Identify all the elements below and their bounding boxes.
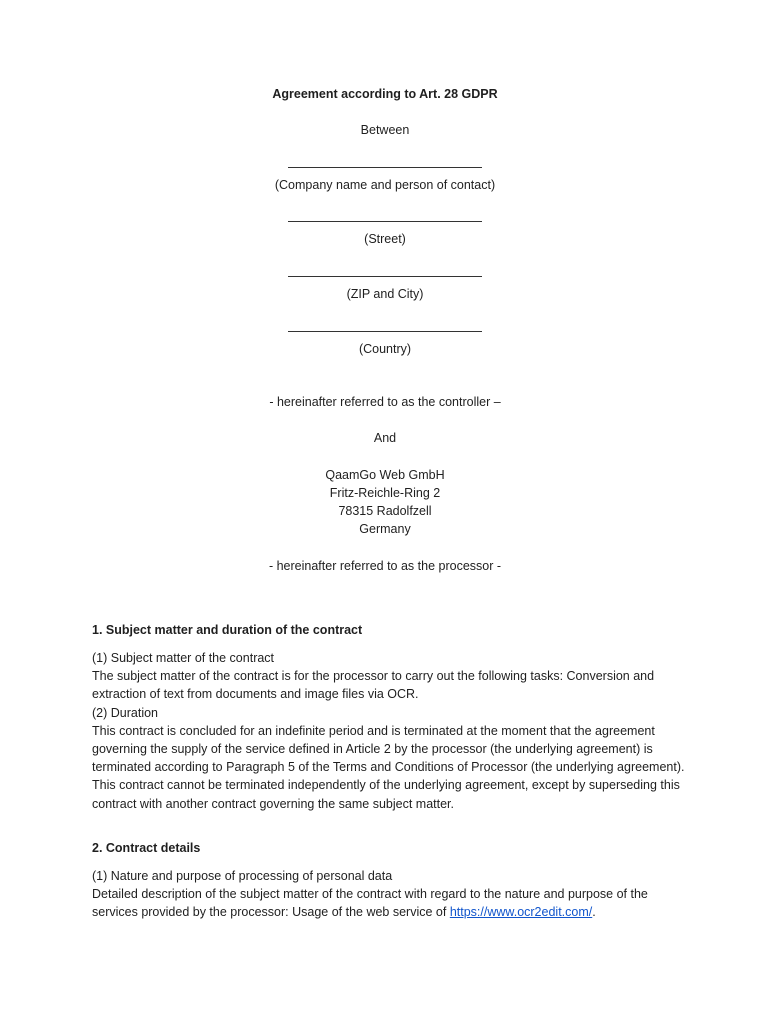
zip-city-field-label: (ZIP and City)	[346, 287, 424, 301]
street-field	[0, 212, 770, 248]
ocr2edit-link[interactable]: https://www.ocr2edit.com/	[449, 905, 593, 920]
section-2-sub1-text	[92, 885, 692, 921]
document-title: Agreement according to Art. 28 GDPR	[272, 87, 498, 101]
between-label	[0, 121, 770, 139]
section-1-body	[92, 649, 692, 813]
street-field-label: (Street)	[364, 232, 406, 246]
section-1-sub2-text: This contract is concluded for an indefinite period and is terminated at the moment that the agreement governing the supply of the service defined in Article 2 by the processor (the underlying agreement) is terminated according to Paragraph 5 of the Terms and Conditions of Processor (the underlying agreement). This contract cannot be terminated independently of the underlying agreement, except by superseding this contract with another contract governing the same subject matter.	[92, 723, 685, 811]
zip-city-field	[0, 267, 770, 303]
section-2-period: .	[592, 905, 596, 920]
company-field-label: (Company name and person of contact)	[274, 178, 496, 192]
processor-note	[0, 557, 770, 575]
country-field	[0, 322, 770, 358]
street-blank-line[interactable]	[288, 221, 482, 222]
section-2-sub1-title: (1) Nature and purpose of processing of personal data	[92, 869, 393, 883]
processor-name: QaamGo Web GmbH	[325, 468, 445, 482]
zip-city-blank-line[interactable]	[288, 276, 482, 277]
controller-note	[0, 393, 770, 411]
section-1-title: 1. Subject matter and duration of the contract	[92, 623, 363, 637]
between-text: Between	[360, 123, 410, 137]
country-blank-line[interactable]	[288, 331, 482, 332]
processor-note-text: - hereinafter referred to as the processor -	[268, 559, 502, 573]
processor-street: Fritz-Reichle-Ring 2	[329, 486, 441, 500]
section-2-sub1-text-content: Detailed description of the subject matter of the contract with regard to the nature and purpose of the services provided by the processor: Usage of the web service of	[92, 887, 648, 920]
section-2-heading	[92, 839, 692, 857]
company-blank-line[interactable]	[288, 167, 482, 168]
company-field	[0, 158, 770, 194]
section-1-heading	[92, 621, 692, 639]
section-1-sub1-text: The subject matter of the contract is for the processor to carry out the following tasks: Conversion and extraction of text from documents and image files via OCR.	[92, 669, 655, 702]
and-text: And	[373, 431, 397, 445]
section-2-title: 2. Contract details	[92, 841, 201, 855]
section-1-sub2-title: (2) Duration	[92, 705, 158, 720]
and-label	[0, 429, 770, 447]
header-block	[0, 85, 770, 103]
section-2-body	[92, 867, 692, 922]
controller-note-text: - hereinafter referred to as the controller –	[269, 395, 501, 409]
country-field-label: (Country)	[358, 342, 412, 356]
processor-country: Germany	[359, 522, 411, 536]
processor-address	[0, 466, 770, 538]
processor-city: 78315 Radolfzell	[338, 504, 432, 518]
section-1-sub1-title: (1) Subject matter of the contract	[92, 651, 275, 665]
